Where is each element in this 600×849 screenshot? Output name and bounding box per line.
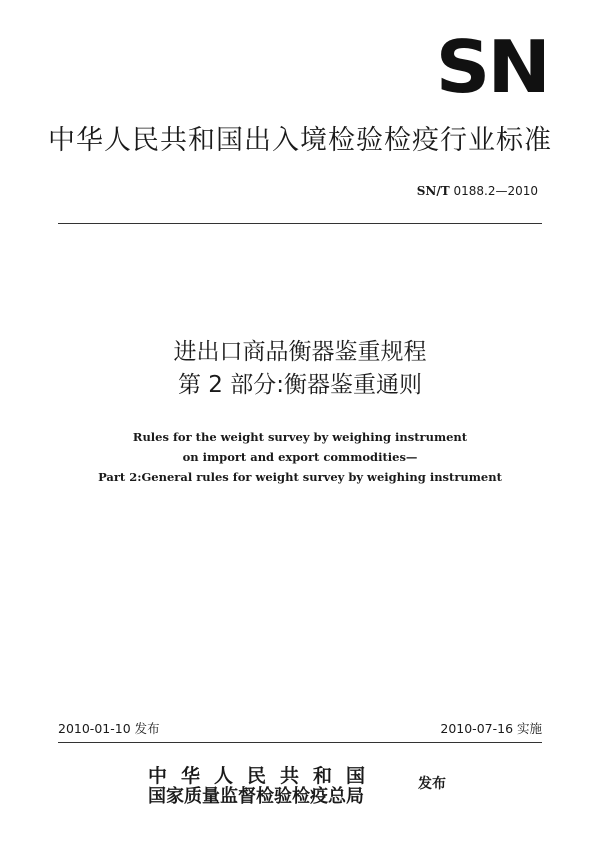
document-title-en-line2: on import and export commodities—: [182, 450, 418, 464]
document-title-en-line1: Rules for the weight survey by weighing instrument: [132, 430, 468, 444]
organization-title: 中华人民共和国出入境检验检疫行业标准: [48, 125, 552, 156]
standard-prefix: SN/T: [416, 184, 450, 198]
document-title-cn-line1: 进出口商品衡器鉴重规程: [173, 339, 427, 365]
top-divider: [58, 223, 542, 224]
standard-number: [417, 183, 538, 199]
issue-date: 2010-01-10 发布: [58, 721, 160, 736]
document-title-en-line3: Part 2:General rules for weight survey by weighing instrument: [98, 470, 502, 484]
issuer-country: 中华人民共和国: [148, 765, 380, 787]
bottom-divider: [58, 742, 542, 743]
issuer-agency: 国家质量监督检验检疫总局: [148, 786, 364, 807]
document-title-cn-line2: 第 2 部分:衡器鉴重通则: [177, 372, 422, 398]
publish-label: 发布: [418, 776, 446, 792]
standard-code: 0188.2—2010: [453, 184, 538, 198]
sn-logo: SN: [435, 24, 548, 109]
implementation-date: 2010-07-16 实施: [440, 721, 542, 736]
